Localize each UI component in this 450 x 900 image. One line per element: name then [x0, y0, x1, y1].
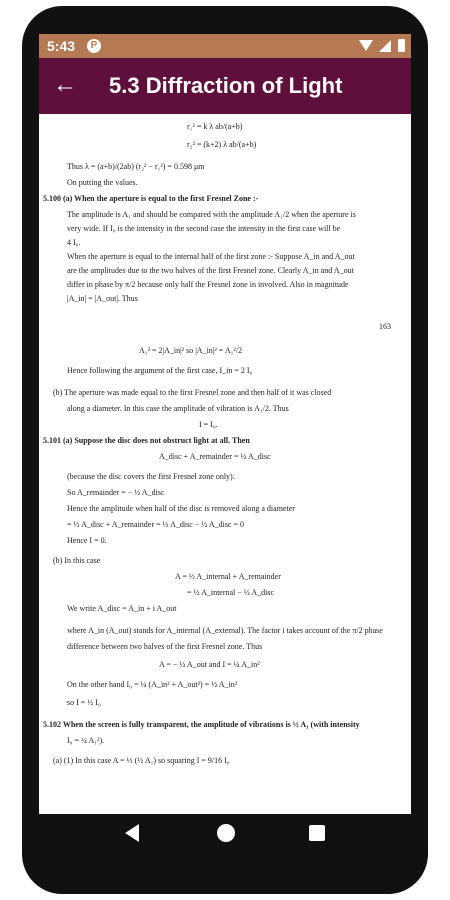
- doc-line: where A_in (A_out) stands for A_internal (A_external). The factor i takes account of the π/2 phase: [67, 626, 383, 635]
- doc-line: 4 I₀.: [67, 238, 81, 247]
- doc-line: |A_in| = |A_out|. Thus: [67, 294, 138, 303]
- doc-line: A₁² = 2|A_in|² so |A_in|² = A₁²/2: [139, 346, 243, 355]
- status-time: 5:43: [47, 38, 76, 54]
- wifi-icon: [359, 40, 373, 51]
- doc-line: difference between two halves of the first Fresnel zone. Thus: [67, 642, 263, 651]
- doc-line: Hence following the argument of the first case, I_in = 2 I₀: [67, 366, 253, 375]
- doc-line: 5.102 When the screen is fully transparent, the amplitude of vibrations is ½ A₁ (with intensity: [43, 720, 360, 729]
- doc-line: We write A_disc = A_in + i A_out: [67, 604, 177, 613]
- doc-line: (b) In this case: [53, 556, 101, 565]
- doc-line: very wide. If I₀ is the intensity in the second case the intensity in the first case will be: [67, 224, 341, 233]
- doc-line: The amplitude is A₁ and should be compared with the amplitude A₁/2 when the aperture is: [67, 210, 356, 219]
- document-content[interactable]: [39, 114, 411, 814]
- doc-line: Hence I = 0.: [67, 536, 107, 545]
- doc-line: are the amplitudes due to the two halves of the first Fresnel zone. Clearly A_in and A_out: [67, 266, 354, 275]
- back-arrow-icon[interactable]: ←: [53, 71, 77, 98]
- doc-line: r₂² = (k+2) λ ab/(a+b): [187, 140, 257, 149]
- doc-line: A_disc + A_remainder = ½ A_disc: [159, 452, 271, 461]
- doc-line: (because the disc covers the first Fresnel zone only).: [67, 472, 235, 481]
- doc-line: 5.101 (a) Suppose the disc does not obstruct light at all. Then: [43, 436, 250, 445]
- page-number: 163: [379, 322, 391, 331]
- doc-line: Hence the amplitude when half of the disc is removed along a diameter: [67, 504, 295, 513]
- doc-line: A = − ½ A_out and I = ¼ A_in²: [159, 660, 260, 669]
- doc-line: When the aperture is equal to the internal half of the first zone :- Suppose A_in and A_out: [67, 252, 355, 261]
- app-bar: [39, 58, 411, 114]
- doc-line: = ½ A_disc + A_remainder = ½ A_disc − ½ A_disc = 0: [67, 520, 244, 529]
- doc-line: r₁² = k λ ab/(a+b): [187, 122, 243, 131]
- doc-line: On the other hand I₀ = ¼ (A_in² + A_out²) = ½ A_in²: [67, 680, 238, 689]
- doc-line: On putting the values.: [67, 178, 138, 187]
- doc-line: along a diameter. In this case the amplitude of vibration is A₁/2. Thus: [67, 404, 289, 413]
- doc-line: I = I₀.: [199, 420, 218, 429]
- doc-line: (b) The aperture was made equal to the first Fresnel zone and then half of it was closed: [53, 388, 332, 397]
- doc-line: Thus λ = (a+b)/(2ab) (r₂² − r₁²) = 0.598 μm: [67, 162, 205, 171]
- battery-icon: [398, 39, 405, 52]
- doc-line: A = ½ A_internal + A_remainder: [175, 572, 281, 581]
- screen: [39, 34, 411, 814]
- status-bar: [39, 34, 411, 58]
- nav-recent-apps-icon[interactable]: [309, 825, 325, 841]
- p-app-icon: P: [87, 39, 101, 53]
- doc-line: differ in phase by π/2 because only half the Fresnel zone in involved. Also in magnitude: [67, 280, 349, 289]
- nav-home-icon[interactable]: [217, 824, 235, 842]
- signal-icon: [379, 40, 391, 52]
- doc-line: (a) (1) In this case A = ⅓ (½ A₁) so squaring I = 9/16 I₀: [53, 756, 230, 765]
- doc-line: = ½ A_internal − ½ A_disc: [187, 588, 275, 597]
- doc-line: 5.100 (a) When the aperture is equal to the first Fresnel Zone :-: [43, 194, 259, 203]
- doc-line: So A_remainder = − ½ A_disc: [67, 488, 165, 497]
- doc-line: I₀ = ¼ A₁²).: [67, 736, 105, 745]
- nav-back-icon[interactable]: [125, 824, 139, 842]
- doc-line: so I = ½ I₀: [67, 698, 101, 707]
- page-title: 5.3 Diffraction of Light: [109, 73, 343, 98]
- navigation-bar: [39, 814, 411, 854]
